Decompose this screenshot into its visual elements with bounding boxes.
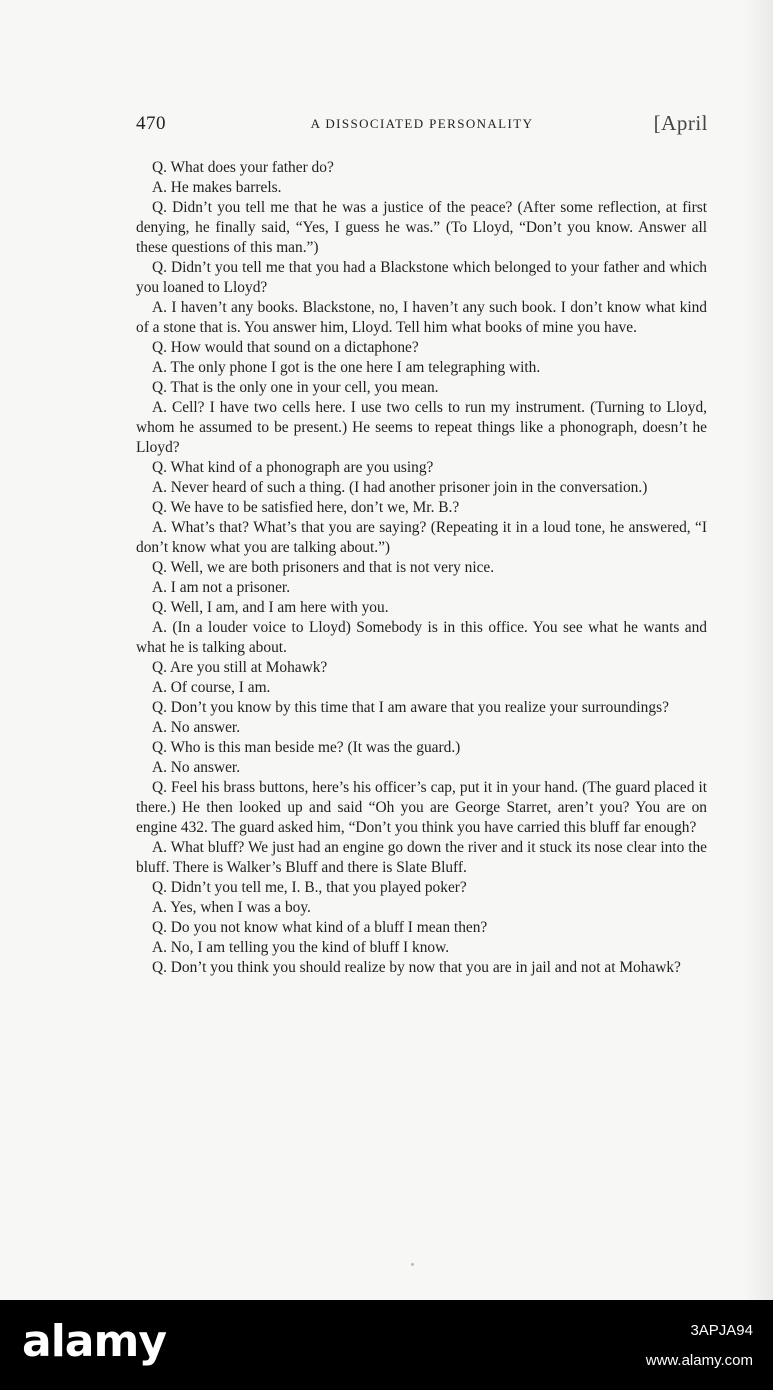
paragraph: A. No, I am telling you the kind of bluff I know. [152,939,450,956]
paragraph: Q. Don’t you know by this time that I am aware that you realize your surroundings? [152,699,669,716]
paragraph: Q. Are you still at Mohawk? [152,659,328,676]
paragraph: Q. Do you not know what kind of a bluff I mean then? [152,919,488,936]
running-header [136,111,708,135]
page-speck [411,1263,414,1266]
paragraph: A. I am not a prisoner. [152,579,291,596]
paragraph: A. Yes, when I was a boy. [152,899,311,916]
paragraph: A. He makes barrels. [152,179,282,196]
paragraph: Q. Don’t you think you should realize by now that you are in jail and not at Mohawk? [152,959,681,976]
paragraph: A. The only phone I got is the one here I am telegraphing with. [152,359,541,376]
paragraph: A. No answer. [152,719,241,736]
running-title: A DISSOCIATED PERSONALITY [310,116,534,131]
paragraph: A. What’s that? What’s that you are saying? (Repeating it in a loud tone, he answered, “I don’t know what you are talking about.”) [136,519,707,556]
paragraph: Q. Well, we are both prisoners and that is not very nice. [152,559,495,576]
paragraph: A. No answer. [152,759,241,776]
paragraph: Q. Well, I am, and I am here with you. [152,599,389,616]
paragraph: Q. We have to be satisfied here, don’t we, Mr. B.? [152,499,460,516]
site-url: www.alamy.com [645,1352,753,1369]
paragraph: A. What bluff? We just had an engine go down the river and it stuck its nose clear into the bluff. There is Walker’s Bluff and there is Slate Bluff. [136,839,707,876]
paragraph: Q. That is the only one in your cell, you mean. [152,379,439,396]
paragraph: A. I haven’t any books. Blackstone, no, I haven’t any such book. I don’t know what kind of a stone that is. You answer him, Lloyd. Tell him what books of mine you have. [136,299,707,336]
paragraph: A. Never heard of such a thing. (I had another prisoner join in the conversation.) [152,479,648,496]
watermark-banner [0,1300,773,1390]
alamy-logo: alamy [22,1316,166,1367]
month-label: [April [653,111,708,135]
paragraph: A. Cell? I have two cells here. I use two cells to run my instrument. (Turning to Lloyd, whom he assumed to be present.) He seems to repeat things like a phonograph, doesn’t he Lloyd? [136,399,707,456]
page-number: 470 [136,113,166,134]
paragraph: Q. What kind of a phonograph are you using? [152,459,434,476]
page-edge-shadow [743,0,773,1300]
paragraph: Q. Didn’t you tell me that he was a justice of the peace? (After some reflection, at first denying, he finally said, “Yes, I guess he was.” (To Lloyd, “Don’t you know. Answer all these questions of this man.”) [136,199,707,256]
paragraph: A. (In a louder voice to Lloyd) Somebody is in this office. You see what he wants and what he is talking about. [136,619,707,656]
paragraph: Q. How would that sound on a dictaphone? [152,339,419,356]
image-id: 3APJA94 [690,1322,753,1339]
body-text [136,158,707,978]
paragraph: Q. What does your father do? [152,159,334,176]
paragraph: Q. Didn’t you tell me, I. B., that you played poker? [152,879,467,896]
paragraph: Q. Who is this man beside me? (It was the guard.) [152,739,461,756]
paragraph: Q. Didn’t you tell me that you had a Blackstone which belonged to your father and which you loaned to Lloyd? [136,259,707,296]
paragraph: Q. Feel his brass buttons, here’s his officer’s cap, put it in your hand. (The guard placed it there.) He then looked up and said “Oh you are George Starret, aren’t you? You are on engine 432. The guard asked him, “Don’t you think you have carried this bluff far enough? [136,779,707,836]
paragraph: A. Of course, I am. [152,679,271,696]
